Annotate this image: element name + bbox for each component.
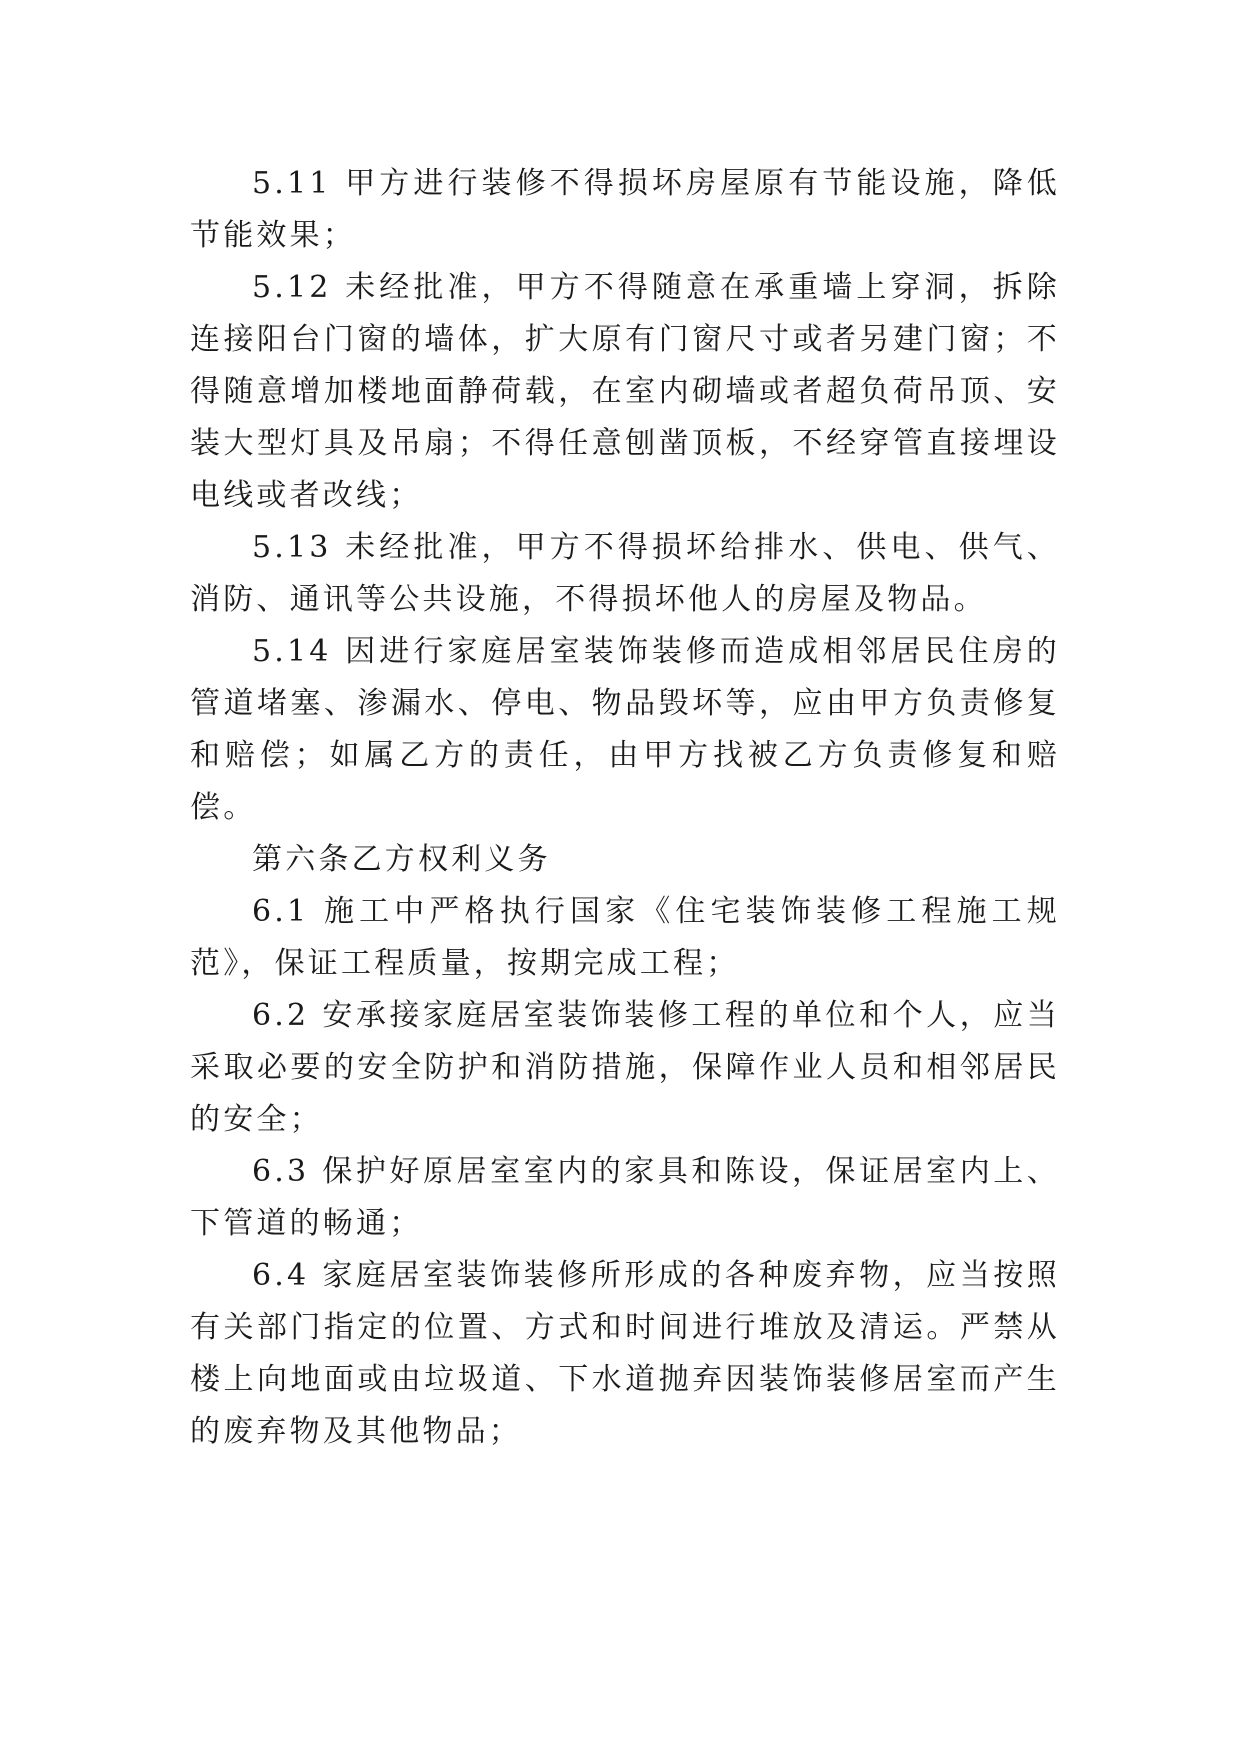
clause-5-14: 5.14 因进行家庭居室装饰装修而造成相邻居民住房的管道堵塞、渗漏水、停电、物品毁坏等，应由甲方负责修复和赔偿；如属乙方的责任，由甲方找被乙方负责修复和赔偿。: [190, 634, 1060, 825]
clause-5-11: 5.11 甲方进行装修不得损坏房屋原有节能设施，降低节能效果；: [190, 166, 1060, 253]
document-body: [190, 158, 1060, 1458]
clause-6-4: 6.4 家庭居室装饰装修所形成的各种废弃物，应当按照有关部门指定的位置、方式和时间进行堆放及清运。严禁从楼上向地面或由垃圾道、下水道抛弃因装饰装修居室而产生的废弃物及其他物品；: [190, 1258, 1060, 1449]
clause-6-1: 6.1 施工中严格执行国家《住宅装饰装修工程施工规范》，保证工程质量，按期完成工程；: [190, 894, 1060, 981]
clause-5-12: 5.12 未经批准，甲方不得随意在承重墙上穿洞，拆除连接阳台门窗的墙体，扩大原有门窗尺寸或者另建门窗；不得随意增加楼地面静荷载，在室内砌墙或者超负荷吊顶、安装大型灯具及吊扇；不得任意刨凿顶板，不经穿管直接埋设电线或者改线；: [190, 270, 1060, 513]
clause-5-13: 5.13 未经批准，甲方不得损坏给排水、供电、供气、消防、通讯等公共设施，不得损坏他人的房屋及物品。: [190, 530, 1060, 617]
article-6-heading: 第六条乙方权利义务: [252, 842, 551, 877]
clause-6-2: 6.2 安承接家庭居室装饰装修工程的单位和个人，应当采取必要的安全防护和消防措施，保障作业人员和相邻居民的安全；: [190, 998, 1060, 1137]
clause-6-3: 6.3 保护好原居室室内的家具和陈设，保证居室内上、下管道的畅通；: [190, 1154, 1060, 1241]
